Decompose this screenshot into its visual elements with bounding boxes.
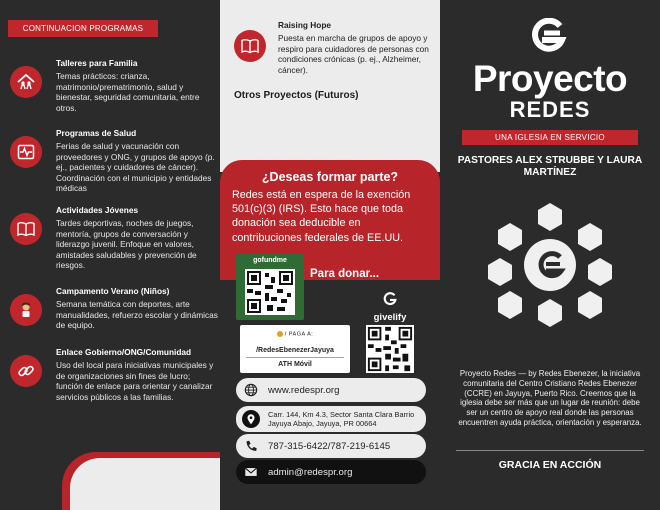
location-pin-icon	[242, 410, 260, 428]
givelify-qr-code[interactable]	[366, 325, 414, 373]
health-pulse-icon	[10, 136, 42, 168]
ath-movil-card[interactable]	[240, 325, 350, 373]
contact-text: admin@redespr.org	[268, 466, 353, 478]
gofundme-label: gofundme	[253, 257, 287, 264]
contact-text: Carr. 144, Km 4.3, Sector Santa Clara Barrio Jayuya Abajo, Jayuya, PR 00664	[268, 409, 415, 428]
right-panel	[440, 0, 660, 510]
middle-panel	[220, 0, 440, 510]
program-title: Programas de Salud	[56, 128, 137, 138]
tagline: UNA IGLESIA EN SERVICIO	[462, 130, 638, 145]
pastors-names: PASTORES ALEX STRUBBE Y LAURA MARTÍNEZ	[457, 155, 643, 178]
givelify-label: givelify	[373, 312, 407, 323]
mail-icon	[242, 463, 260, 481]
contact-text: 787-315-6422/787-219-6145	[268, 440, 391, 452]
ath-logo-icon	[277, 331, 283, 337]
left-panel	[0, 0, 220, 510]
program-title: Enlace Gobierno/ONG/Comunidad	[56, 347, 192, 357]
program-title: Talleres para Familia	[56, 58, 138, 68]
brand-subtitle: REDES	[509, 97, 591, 122]
ath-divider	[246, 357, 344, 358]
ath-paga-label: / PAGA A:	[240, 331, 350, 337]
ath-handle: /RedesEbenezerJayuya	[256, 347, 334, 354]
hope-title: Raising Hope	[278, 20, 332, 30]
child-icon	[10, 294, 42, 326]
join-text: Redes está en espera de la exención 501(c)(3) (IRS). Esto hace que toda donación sea deducible en contribuciones federales de EE.UU.	[232, 189, 411, 244]
globe-icon	[242, 381, 260, 399]
contact-address[interactable]	[236, 406, 426, 432]
join-title: ¿Deseas formar parte?	[261, 170, 399, 184]
program-text: Tardes deportivas, noches de juegos, mentoría, grupos de conversación y liderazgo juvenil. Enfoque en valores, amistades saludables y prevención de riesgos.	[56, 218, 197, 271]
link-chain-icon	[10, 355, 42, 387]
program-text: Uso del local para iniciativas municipales y de organizaciones sin fines de lucro; función de enlace para orientar y canalizar servicios públicos a las familias.	[56, 360, 214, 402]
contact-website[interactable]	[236, 378, 426, 402]
motto: GRACIA EN ACCIÓN	[498, 459, 602, 471]
program-text: Ferias de salud y vacunación con proveedores y ONG, y grupos de apoyo (p. ej., pacientes y cuidadores de cáncer). Coordinación con el municipio y entidades médicas	[56, 141, 215, 194]
divider	[456, 450, 644, 451]
hope-text: Puesta en marcha de grupos de apoyo y respiro para cuidadores de personas con condiciones crónicas (p. ej., Alzheimer, cáncer).	[278, 33, 429, 75]
otros-heading: Otros Proyectos (Futuros)	[234, 90, 359, 101]
contact-phone[interactable]	[236, 434, 426, 458]
open-book-icon	[10, 213, 42, 245]
decorative-arc-light	[70, 458, 220, 510]
program-text: Semana temática con deportes, arte manualidades, refuerzo escolar y dinámicas de equipo.	[56, 299, 218, 331]
givelify-logo	[370, 290, 410, 323]
brand-title: Proyecto	[472, 58, 628, 99]
about-text: Proyecto Redes — by Redes Ebenezer, la iniciativa comunitaria del Centro Cristiano Redes Ebenezer (CCRE) en Jayuya, Puerto Rico. Creemos que la iglesia debe ser más que un lugar de reunión: debe ser un centro de apoyo real donde las personas encuentren ayuda práctica, orientación y esperanza.	[458, 369, 642, 427]
family-home-icon	[10, 66, 42, 98]
gofundme-card[interactable]	[236, 254, 304, 320]
open-book-icon	[234, 30, 266, 62]
network-hex-graphic	[480, 195, 620, 335]
section-tag: CONTINUACION PROGRAMAS	[8, 20, 158, 37]
program-title: Campamento Verano (Niños)	[56, 286, 170, 296]
ath-paga-text: PAGA A:	[288, 331, 314, 338]
program-text: Temas prácticos: crianza, matrimonio/prematrimonio, salud y bienestar, seguridad comunitaria, entre otros.	[56, 71, 200, 113]
phone-icon	[242, 437, 260, 455]
contact-email[interactable]	[236, 460, 426, 484]
givelify-icon	[370, 290, 410, 312]
program-title: Actividades Jóvenes	[56, 205, 139, 215]
contact-text: www.redespr.org	[268, 384, 340, 396]
ath-brand: ATH Móvil	[278, 361, 312, 368]
gofundme-qr-code	[245, 269, 295, 315]
donate-label: Para donar...	[310, 268, 380, 280]
redes-logo-icon	[530, 18, 570, 52]
